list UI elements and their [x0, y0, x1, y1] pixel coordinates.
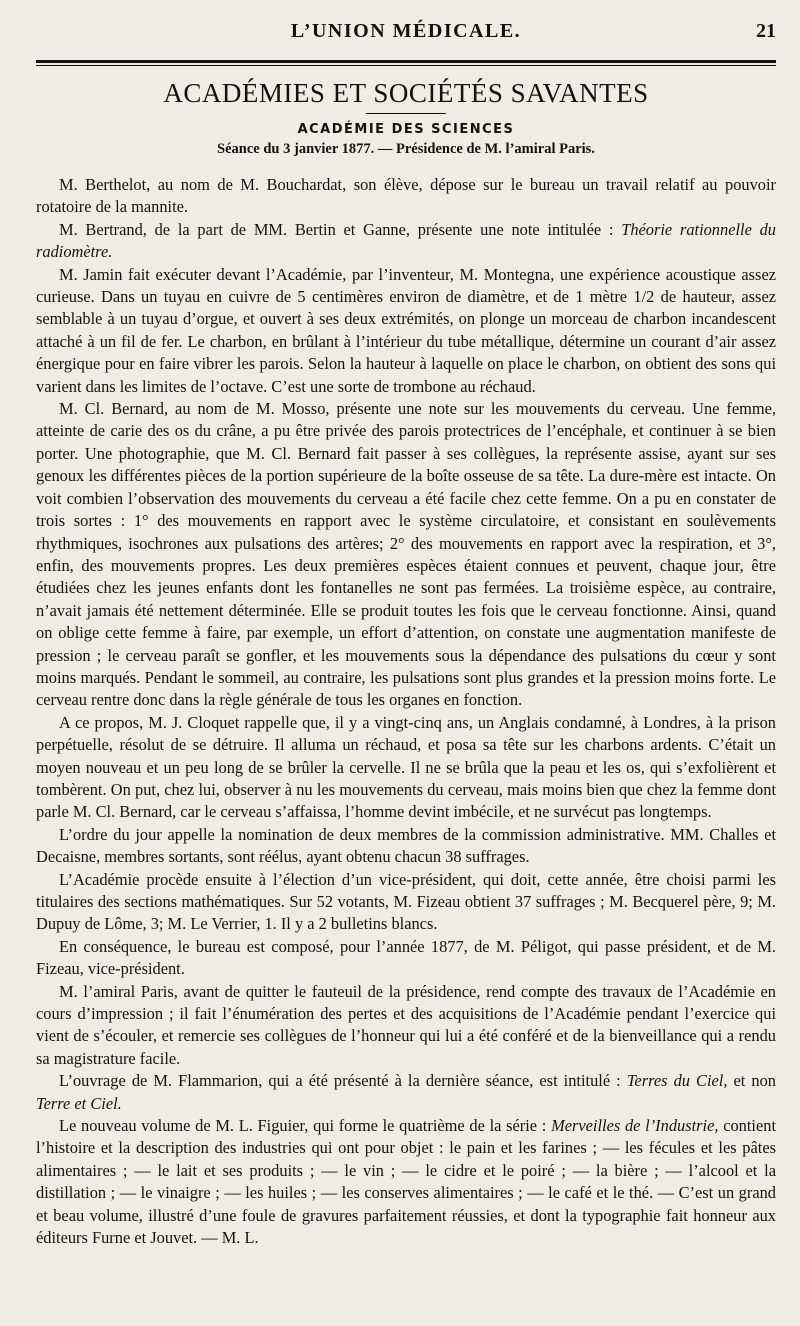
paragraph-text: contient l’histoire et la description des industries qui ont pour objet : le pain et les farines ; — les fécules et les pâtes alimentaires ; — le lait et ses produits ; — le vin ; — le cidre et le poiré ; — la bière ; — l’alcool et la distillation ; — le vinaigre ; — les huiles ; — les conserves alimentaires ; — le café et le thé. — C’est un grand et beau volume, illustré d’une foule de gravures parfaitement réussies, et dont la typographie fait honneur aux éditeurs Furne et Jouvet. — M. L.: [36, 1116, 777, 1248]
paragraph: En conséquence, le bureau est composé, pour l’année 1877, de M. Péligot, qui passe président, et de M. Fizeau, vice-président.: [36, 936, 776, 979]
page-number: 21: [756, 20, 776, 42]
running-header: [36, 18, 776, 60]
paragraph: A ce propos, M. J. Cloquet rappelle que, il y a vingt-cinq ans, un Anglais condamné, à Londres, à la prison perpétuelle, résolut de se détruire. Il alluma un réchaud, et posa sa tête sur les charbons ardents. C’était un moyen nouveau et un peu long de se brûler la cervelle. Il ne se brûla que la peau et les os, qui s’exfolièrent et tombèrent. On put, chez lui, observer à nu les mouvements du cerveau, mais moins bien que chez la femme dont parle M. Cl. Bernard, car le cerveau s’affaissa, l’homme devint imbécile, et ne survécut pas longtemps.: [36, 712, 776, 822]
book-title: Terres du Ciel,: [626, 1071, 728, 1091]
note-title: Théorie rationnelle du radiomètre.: [36, 219, 776, 262]
title-divider: [366, 113, 446, 114]
academy-title: ACADÉMIE DES SCIENCES: [297, 122, 515, 137]
article-body: [36, 174, 776, 1250]
paragraph: L’Académie procède ensuite à l’élection d’un vice-président, qui doit, cette année, être choisi parmi les titulaires des sections mathématiques. Sur 52 votants, M. Fizeau obtient 37 suffrages ; M. Becquerel père, 9; M. Dupuy de Lôme, 3; M. Le Verrier, 1. Il y a 2 bulletins blancs.: [36, 869, 776, 934]
paragraph: L’ordre du jour appelle la nomination de deux membres de la commission administrative. MM. Challes et Decaisne, membres sortants, sont réélus, ayant obtenu chacun 38 suffrages.: [36, 824, 776, 867]
paragraph: M. Cl. Bernard, au nom de M. Mosso, présente une note sur les mouvements du cerveau. Une femme, atteinte de carie des os du crâne, a pu être privée des parois protectrices de l’encéphale, et continuer à se bien porter. Une photographie, que M. Cl. Bernard fait passer à ses collègues, la représente assise, ayant sur ses genoux les différentes pièces de la portion supérieure de la boîte osseuse de sa tête. La dure-mère est intacte. On voit combien l’observation des mouvements du cerveau a été facile chez cette femme. On a pu en constater de trois sortes : 1° des mouvements en rapport avec le système circulatoire, et consistant en soulèvements rhythmiques, isochrones aux pulsations des artères; 2° des mouvements en rapport avec la respiration, et 3°, enfin, des mouvements propres. Les deux premières espèces étaient connues et peuvent, chaque jour, être étudiées chez les jeunes enfants dont les fontanelles ne sont pas fermées. La troisième espèce, au contraire, n’avait jamais été nettement déterminée. Elle se produit toutes les fois que le cerveau fonctionne. Ainsi, quand on oblige cette femme à faire, par exemple, un effort d’attention, on constate une augmentation manifeste de pression ; le cerveau paraît se gonfler, et les mouvements sous la dépendance des pulsations du cœur y sont moins marqués. Pendant le sommeil, au contraire, les pulsations sont plus grandes et la pression moins forte. Le cerveau rentre donc dans la règle générale de tous les organes en fonction.: [36, 399, 776, 710]
paragraph-text: Le nouveau volume de M. L. Figuier, qui forme le quatrième de la série :: [59, 1116, 552, 1136]
paragraph: [36, 219, 776, 264]
paragraph-text: L’ouvrage de M. Flammarion, qui a été présenté à la dernière séance, est intitulé :: [59, 1071, 627, 1091]
journal-title: L’UNION MÉDICALE.: [290, 20, 522, 42]
header-rule: [36, 60, 776, 63]
paragraph: [36, 1070, 776, 1115]
paragraph: [36, 1115, 776, 1249]
series-title: Merveilles de l’Industrie,: [551, 1116, 719, 1136]
paragraph: M. Berthelot, au nom de M. Bouchardat, son élève, dépose sur le bureau un travail relatif au pouvoir rotatoire de la mannite.: [36, 175, 776, 217]
paragraph: M. l’amiral Paris, avant de quitter le fauteuil de la présidence, rend compte des travaux de l’Académie en cours d’impression ; il fait l’énumération des pertes et des acquisitions de l’Académie pendant l’exercice qui vient de s’écouler, et remercie ses collègues de l’honneur qui lui a été conféré et de la bienveillance qui a rendu sa magistrature facile.: [36, 981, 776, 1068]
paragraph: M. Jamin fait exécuter devant l’Académie, par l’inventeur, M. Montegna, une expérience acoustique assez curieuse. Dans un tuyau en cuivre de 5 centimères environ de diamètre, et de 1 mètre 1/2 de hauteur, assez semblable à un tuyau d’orgue, et ouvert à ses deux extrémités, on plonge un morceau de charbon incandescent attaché à un fil de fer. Le charbon, en brûlant à l’intérieur du tube métallique, détermine un courant d’air assez énergique pour en faire vibrer les parois. Selon la hauteur à laquelle on place le charbon, on obtient des sons qui varient dans les limites de l’octave. C’est une sorte de trombone au réchaud.: [36, 264, 776, 396]
header-rule-thin: [36, 65, 776, 66]
paragraph-text: M. Bertrand, de la part de MM. Bertin et Ganne, présente une note intitulée :: [59, 219, 622, 239]
paragraph-text: et non: [727, 1071, 777, 1091]
section-title: ACADÉMIES ET SOCIÉTÉS SAVANTES: [163, 78, 649, 108]
session-line: Séance du 3 janvier 1877. — Présidence de M. l’amiral Paris.: [217, 141, 595, 157]
book-title: Terre et Ciel.: [36, 1093, 122, 1113]
